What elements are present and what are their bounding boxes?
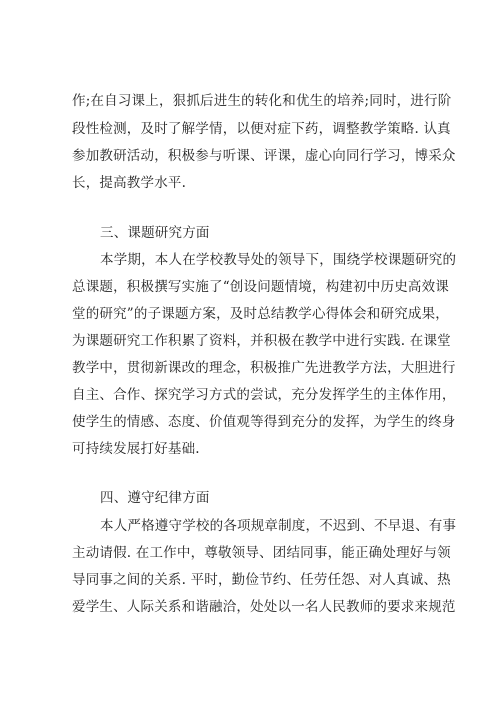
section-heading: 四、遵守纪律方面 (100, 490, 210, 506)
section-heading: 三、课题研究方面 (100, 225, 210, 241)
paragraph-line: 本人严格遵守学校的各项规章制度，不迟到、不早退、有事 (100, 518, 457, 534)
paragraph-line: 堂的研究”的子课题方案，及时总结教学心得体会和研究成果， (72, 306, 450, 322)
paragraph-line: 参加教研活动，积极参与听课、评课，虚心向同行学习，博采众 (72, 148, 456, 164)
paragraph-line: 可持续发展打好基础. (72, 441, 200, 457)
paragraph-line: 为课题研究工作积累了资料，并积极在教学中进行实践. 在课堂 (72, 333, 451, 349)
paragraph-line: 段性检测，及时了解学情，以便对症下药，调整教学策略. 认真 (72, 121, 451, 137)
paragraph-line: 使学生的情感、态度、价值观等得到充分的发挥，为学生的终身 (72, 414, 456, 430)
paragraph-line: 本学期，本人在学校教导处的领导下，围绕学校课题研究的 (100, 252, 457, 268)
paragraph-line: 主动请假. 在工作中，尊敬领导、团结同事，能正确处理好与领 (72, 545, 451, 561)
paragraph-line: 爱学生、人际关系和谐融洽，处处以一名人民教师的要求来规范 (72, 599, 456, 615)
paragraph-line: 导同事之间的关系. 平时，勤俭节约、任劳任怨、对人真诚、热 (72, 572, 451, 588)
paragraph-line: 长，提高教学水平. (72, 175, 187, 191)
paragraph-line: 总课题，积极撰写实施了“创设问题情境，构建初中历史高效课 (72, 279, 450, 295)
paragraph-line: 自主、合作、探究学习方式的尝试，充分发挥学生的主体作用， (72, 387, 456, 403)
paragraph-line: 教学中，贯彻新课改的理念，积极推广先进教学方法，大胆进行 (72, 360, 456, 376)
paragraph-line: 作;在自习课上，狠抓后进生的转化和优生的培养;同时，进行阶 (72, 93, 452, 109)
